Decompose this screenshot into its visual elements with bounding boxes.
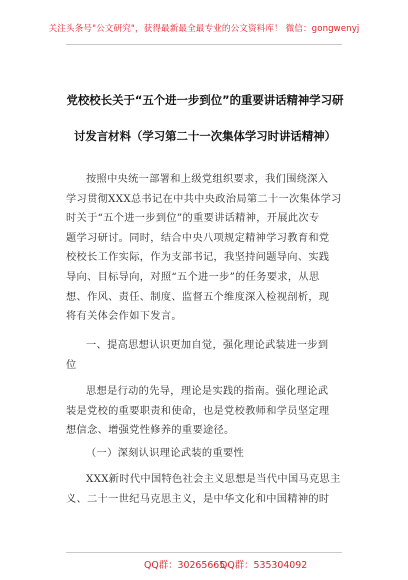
header-promo-note: 关注头条号"公文研究"，获得最新最全最专业的公文资料库！ 微信：gongwenyj [48,24,360,34]
text-line: 校校长工作实际，作为支部书记，我坚持问题导向、实践 [66,252,330,264]
subsection-heading-1 [66,444,346,464]
heading-line: （一）深刻认识理论武装的重要性 [86,448,245,459]
text-line: 按照中央统一部署和上级党组织要求，我们围绕深入 [86,174,329,185]
text-line: 将有关体会作如下发言。 [66,311,182,323]
document-title-line-2: 讨发言材料（学习第二十一次集体学习时讲话精神） [74,129,336,143]
header-divider [66,44,342,45]
text-line: 导向、目标导向，对照“五个进一步”的任务要求，从思 [66,271,320,283]
text-line: 思想是行动的先导，理论是实践的指南。强化理论武 [86,386,329,397]
heading-line: 位 [66,359,77,371]
page-footer [0,552,408,572]
footer-qq-group-2: QQ群：535304092 [220,560,308,571]
footer-divider [66,552,342,553]
text-line: XXX新时代中国特色社会主义思想是当代中国马克思主 [86,474,341,485]
text-line: 题学习研讨。同时，结合中央八项规定精神学习教育和党 [66,232,330,244]
text-line: 想信念、增强党性修养的重要途径。 [66,425,235,437]
paragraph-intro [66,170,346,327]
section-heading-1 [66,336,346,375]
document-title-line-1: 党校校长关于“五个进一步到位”的重要讲话精神学习研 [66,93,344,107]
text-line: 想、作风、责任、制度、监督五个维度深入检视剖析，现 [66,291,330,303]
paragraph-xxx-thought [66,470,346,509]
footer-qq-group-1: QQ群：30265665 [144,560,226,571]
text-line: 装是党校的重要职责和使命，也是党校教师和学员坚定理 [66,405,330,417]
text-line: 时关于“五个进一步到位”的重要讲话精神，开展此次专 [66,213,320,225]
text-line: 义、二十一世纪马克思主义，是中华文化和中国精神的时 [66,493,330,505]
paragraph-theory [66,382,346,441]
text-line: 学习贯彻XXX总书记在中共中央政治局第二十一次集体学习 [66,193,342,205]
heading-line: 一、提高思想认识更加自觉，强化理论武装进一步到 [86,340,329,351]
